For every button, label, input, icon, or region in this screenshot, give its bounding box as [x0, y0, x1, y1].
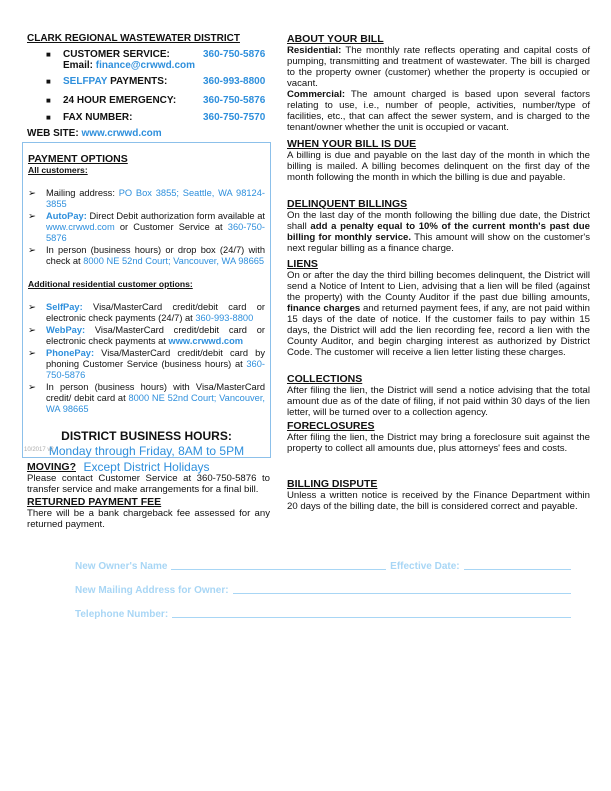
- billing-dispute-section: BILLING DISPUTE Unless a written notice is received by the Finance Department within 20 days of the billing date, the bill is considered correct and payable.: [287, 478, 590, 512]
- website-link[interactable]: www.crwwd.com: [81, 128, 162, 139]
- collections-section: COLLECTIONS After filing the lien, the District will send a notice advising that the total amount due as of the date of filing, if not paid within 30 days of the lien letter, will be turned over to a collection agency.: [287, 373, 590, 418]
- effective-date-field[interactable]: [464, 569, 571, 570]
- fax-row: ■ FAX NUMBER: 360-750-7570: [46, 112, 266, 123]
- selfpay-item: ➢ SelfPay: Visa/MasterCard credit/debit card or electronic check payments (24/7) at 360-993-8800: [28, 302, 265, 323]
- autopay-link[interactable]: www.crwwd.com: [46, 222, 115, 232]
- district-title: CLARK REGIONAL WASTEWATER DISTRICT: [27, 33, 240, 44]
- due-section: WHEN YOUR BILL IS DUE A billing is due and payable on the last day of the month in which the billing is mailed. A billing becomes delinquent on the first day of the month following the month in which the billing is due and payable.: [287, 138, 590, 183]
- webpay-item: ➢ WebPay: Visa/MasterCard credit/debit card or electronic check payments at www.crwwd.com: [28, 325, 265, 346]
- foreclosures-section: FORECLOSURES After filing the lien, the District may bring a foreclosure suit against the property to collect all amounts due, plus attorneys' fees and costs.: [287, 420, 590, 454]
- new-owner-field[interactable]: [171, 569, 386, 570]
- bullet-icon: ■: [46, 77, 51, 86]
- form-code: 10/2017 v2: [24, 447, 54, 453]
- email-link[interactable]: finance@crwwd.com: [95, 60, 196, 71]
- customer-service-phone: 360-750-5876: [203, 49, 266, 60]
- in-person-card-item: ➢ In person (business hours) with Visa/MasterCard credit/ debit card at 8000 NE 52nd Court; Vancouver, WA 98665: [28, 382, 265, 414]
- arrow-bullet-icon: ➢: [28, 188, 36, 198]
- new-owner-row: New Owner's Name Effective Date:: [75, 561, 575, 572]
- hours-holidays: Except District Holidays: [83, 460, 210, 474]
- bullet-icon: ■: [46, 113, 51, 122]
- arrow-bullet-icon: ➢: [28, 211, 36, 221]
- in-person-item: ➢ In person (business hours) or drop box (24/7) with check at 8000 NE 52nd Court; Vancouver, WA 98665: [28, 245, 265, 266]
- payment-options-title: PAYMENT OPTIONS: [28, 153, 128, 165]
- mailing-address-item: ➢ Mailing address: PO Box 3855; Seattle, WA 98124-3855: [28, 188, 265, 209]
- webpay-link[interactable]: www.crwwd.com: [168, 336, 244, 346]
- moving-section: MOVING? Please contact Customer Service at 360-750-5876 to transfer service and make arrangements for a final bill.: [27, 461, 270, 495]
- bullet-icon: ■: [46, 50, 51, 59]
- about-section: ABOUT YOUR BILL Residential: The monthly rate reflects operating and capital costs of pumping, transmitting and treatment of wastewater. The bill is charged to the property owner (customer) whether the property is occupied or vacant. Commercial: The amount charged is based upon several factors relating to use, i.e., number of people, activities, number/type of facilities, etc., that can affect the sewer system, and is charged to the tenant/owner whether the unit is occupied or vacant.: [287, 33, 590, 133]
- new-address-row: New Mailing Address for Owner:: [75, 585, 575, 596]
- customer-service-row: ■ CUSTOMER SERVICE: 360-750-5876 Email: finance@crwwd.com: [46, 49, 266, 71]
- returned-fee-section: RETURNED PAYMENT FEE There will be a bank chargeback fee assessed for any returned payment.: [27, 496, 270, 530]
- payment-options-box: [22, 142, 271, 474]
- additional-options-label: Additional residential customer options:: [28, 279, 193, 289]
- autopay-item: ➢ AutoPay: Direct Debit authorization form available at www.crwwd.com or Customer Service at 360-750-5876: [28, 211, 265, 243]
- liens-section: LIENS On or after the day the third billing becomes delinquent, the District will send a Notice of Intent to Lien, advising that a lien will be filed (against the property) with the County Auditor if the past due billing amounts, finance charges and returned payment fees, if any, are not paid within 15 days of the date of notice. If the customer fails to pay within 15 days, the District will add the lien recording fee, record a lien with the County Auditor, and begin charging interest as authorized by District Code. The customer will receive a lien letter listing these charges.: [287, 258, 590, 358]
- telephone-row: Telephone Number:: [75, 609, 575, 620]
- website-row: WEB SITE: www.crwwd.com: [27, 128, 162, 139]
- arrow-bullet-icon: ➢: [28, 302, 36, 312]
- arrow-bullet-icon: ➢: [28, 348, 36, 358]
- arrow-bullet-icon: ➢: [28, 382, 36, 392]
- telephone-field[interactable]: [172, 617, 571, 618]
- delinquent-section: DELINQUENT BILLINGS On the last day of the month following the billing due date, the District shall add a penalty equal to 10% of the current month's past due billing for monthly service. This amount will show on the customer's next regular billing as a finance charge.: [287, 198, 590, 254]
- emergency-row: ■ 24 HOUR EMERGENCY: 360-750-5876: [46, 95, 266, 106]
- hours-title: DISTRICT BUSINESS HOURS:: [61, 429, 232, 443]
- arrow-bullet-icon: ➢: [28, 325, 36, 335]
- bullet-icon: ■: [46, 96, 51, 105]
- selfpay-row: ■ SELFPAY PAYMENTS: 360-993-8800: [46, 76, 266, 87]
- arrow-bullet-icon: ➢: [28, 245, 36, 255]
- hours-days: Monday through Friday, 8AM to 5PM: [48, 444, 245, 458]
- phonepay-item: ➢ PhonePay: Visa/MasterCard credit/debit card by phoning Customer Service (business hours) at 360-750-5876: [28, 348, 265, 380]
- new-address-field[interactable]: [233, 593, 571, 594]
- all-customers-label: All customers:: [28, 165, 88, 175]
